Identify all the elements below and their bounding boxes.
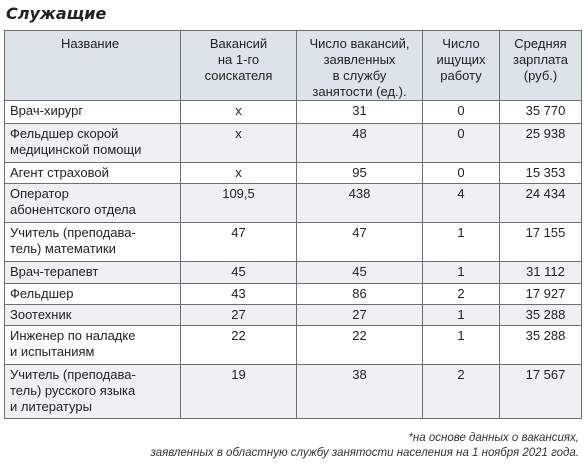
vacancy-table (4, 30, 582, 419)
cell-seekers: 0 (423, 101, 500, 124)
cell-seekers: 2 (423, 365, 500, 419)
cell-per-seeker: х (181, 101, 297, 124)
cell-seekers: 0 (423, 163, 500, 184)
cell-salary: 25 938 (500, 124, 582, 163)
column-header-vacancies-count (297, 31, 423, 101)
table-row (5, 223, 582, 262)
cell-per-seeker: 22 (181, 326, 297, 365)
name-line: Учитель (преподава- (10, 367, 136, 382)
cell-seekers: 0 (423, 124, 500, 163)
cell-per-seeker: 47 (181, 223, 297, 262)
header-line: в службу (332, 68, 387, 83)
cell-vacancies: 47 (297, 223, 423, 262)
table-row (5, 262, 582, 284)
cell-vacancies: 22 (297, 326, 423, 365)
table-row (5, 101, 582, 124)
cell-salary: 35 288 (500, 305, 582, 326)
name-line: Агент страховой (10, 165, 109, 180)
name-line: и испытаниям (10, 344, 95, 359)
footnote-line: *на основе данных о вакансиях, (408, 432, 579, 444)
cell-seekers: 2 (423, 284, 500, 305)
cell-name (5, 326, 181, 365)
cell-name (5, 101, 181, 124)
cell-vacancies: 438 (297, 184, 423, 223)
header-line: работу (440, 68, 482, 83)
cell-seekers: 4 (423, 184, 500, 223)
header-line: заявленных (323, 52, 396, 67)
table-row (5, 284, 582, 305)
cell-salary: 31 112 (500, 262, 582, 284)
cell-vacancies: 38 (297, 365, 423, 419)
header-line: соискателя (204, 68, 273, 83)
cell-vacancies: 45 (297, 262, 423, 284)
cell-per-seeker: 109,5 (181, 184, 297, 223)
column-header-vacancies-per-seeker (181, 31, 297, 101)
cell-per-seeker: 19 (181, 365, 297, 419)
header-line: Средняя (514, 36, 567, 51)
cell-per-seeker: х (181, 124, 297, 163)
cell-salary: 35 770 (500, 101, 582, 124)
cell-per-seeker: 45 (181, 262, 297, 284)
cell-seekers: 1 (423, 305, 500, 326)
column-header-salary (500, 31, 582, 101)
header-line: занятости (ед.). (312, 84, 407, 99)
table-row (5, 184, 582, 223)
name-line: Фельдшер (10, 286, 74, 301)
table-row (5, 124, 582, 163)
cell-seekers: 1 (423, 262, 500, 284)
name-line: Зоотехник (10, 307, 72, 322)
name-line: тель) русского языка (10, 383, 136, 398)
cell-vacancies: 27 (297, 305, 423, 326)
cell-name (5, 223, 181, 262)
name-line: Оператор (10, 186, 69, 201)
name-line: Инженер по наладке (10, 328, 136, 343)
cell-salary: 24 434 (500, 184, 582, 223)
cell-seekers: 1 (423, 223, 500, 262)
table-row (5, 365, 582, 419)
cell-name (5, 184, 181, 223)
column-header-name (5, 31, 181, 101)
table-row (5, 326, 582, 365)
name-line: Врач-терапевт (10, 264, 99, 279)
cell-vacancies: 86 (297, 284, 423, 305)
cell-salary: 15 353 (500, 163, 582, 184)
header-line: ищущих (436, 52, 486, 67)
cell-vacancies: 95 (297, 163, 423, 184)
footnote-line: заявленных в областную службу занятости населения на 1 ноября 2021 года. (150, 447, 579, 459)
cell-name (5, 124, 181, 163)
page-title: Служащие (6, 4, 107, 23)
footnote (151, 431, 579, 461)
column-header-name-text: Название (61, 36, 120, 51)
cell-per-seeker: х (181, 163, 297, 184)
cell-vacancies: 31 (297, 101, 423, 124)
name-line: Фельдшер скорой (10, 126, 119, 141)
name-line: абонентского отдела (10, 202, 136, 217)
name-line: медицинской помощи (10, 142, 142, 157)
table-header-row (5, 31, 582, 101)
header-line: на 1-го (217, 52, 260, 67)
cell-seekers: 1 (423, 326, 500, 365)
name-line: Учитель (преподава- (10, 225, 136, 240)
cell-per-seeker: 27 (181, 305, 297, 326)
header-line: зарплата (512, 52, 569, 67)
cell-salary: 17 927 (500, 284, 582, 305)
cell-name (5, 284, 181, 305)
name-line: и литературы (10, 399, 92, 414)
header-line: (руб.) (523, 68, 558, 83)
cell-name (5, 262, 181, 284)
cell-per-seeker: 43 (181, 284, 297, 305)
column-header-seekers (423, 31, 500, 101)
header-line: Число (442, 36, 480, 51)
table-row (5, 305, 582, 326)
cell-name (5, 365, 181, 419)
cell-salary: 17 567 (500, 365, 582, 419)
header-line: Вакансий (209, 36, 268, 51)
cell-name (5, 305, 181, 326)
cell-salary: 35 288 (500, 326, 582, 365)
table-row (5, 163, 582, 184)
cell-vacancies: 48 (297, 124, 423, 163)
cell-salary: 17 155 (500, 223, 582, 262)
header-line: Число вакансий, (309, 36, 410, 51)
name-line: Врач-хирург (10, 103, 84, 118)
name-line: тель) математики (10, 241, 116, 256)
cell-name (5, 163, 181, 184)
